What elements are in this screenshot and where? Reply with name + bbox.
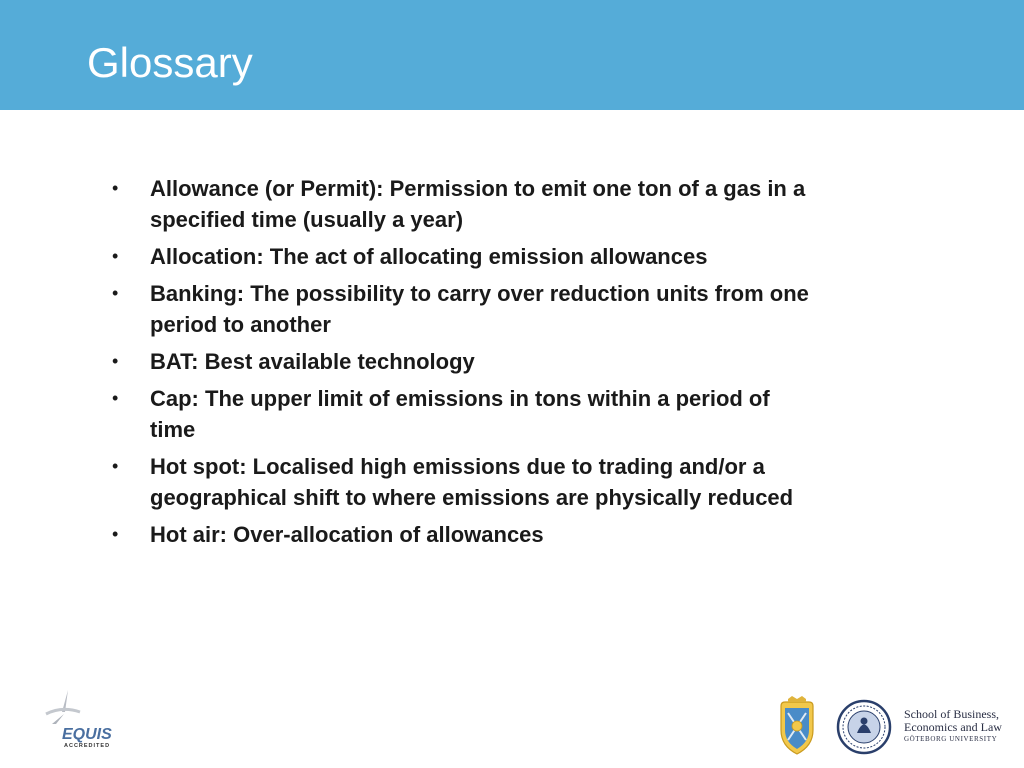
glossary-item-text: Allowance (or Permit): Permission to emit one ton of a gas in a specified time (usually a year) (150, 176, 806, 232)
title-bar (0, 0, 1024, 110)
glossary-item-text: Cap: The upper limit of emissions in tons within a period of time (150, 386, 770, 442)
school-name-line1: School of Business, (904, 707, 1000, 721)
equis-logo (40, 688, 120, 750)
school-name-line2: Economics and Law (904, 720, 1002, 734)
bullet-icon: • (112, 351, 119, 371)
university-name: GÖTEBORG UNIVERSITY (904, 735, 998, 743)
glossary-list (112, 173, 812, 556)
slide-title: Glossary (87, 39, 253, 86)
school-emblems (776, 694, 896, 758)
bullet-icon: • (112, 283, 119, 303)
glossary-item-text: Banking: The possibility to carry over reduction units from one period to another (150, 281, 809, 337)
equis-logo-icon (40, 688, 120, 750)
glossary-item (112, 519, 812, 550)
glossary-item-text: Allocation: The act of allocating emission allowances (150, 244, 708, 269)
university-crest-icon (781, 696, 813, 754)
bullet-icon: • (112, 388, 119, 408)
school-logo (776, 694, 1016, 758)
glossary-item (112, 278, 812, 340)
glossary-item (112, 346, 812, 377)
glossary-item (112, 241, 812, 272)
glossary-item-text: Hot spot: Localised high emissions due to trading and/or a geographical shift to where emissions are physically reduced (150, 454, 794, 510)
bullet-icon: • (112, 246, 119, 266)
glossary-item-text: Hot air: Over-allocation of allowances (150, 522, 544, 547)
equis-accredited-text: ACCREDITED (64, 743, 111, 749)
glossary-item (112, 451, 812, 513)
bullet-icon: • (112, 178, 119, 198)
glossary-item (112, 383, 812, 445)
university-seal-icon (838, 701, 890, 753)
glossary-item (112, 173, 812, 235)
bullet-icon: • (112, 456, 119, 476)
glossary-item-text: BAT: Best available technology (150, 349, 475, 374)
equis-logo-text: EQUIS (62, 726, 112, 743)
bullet-icon: • (112, 524, 119, 544)
school-name (904, 708, 1016, 745)
